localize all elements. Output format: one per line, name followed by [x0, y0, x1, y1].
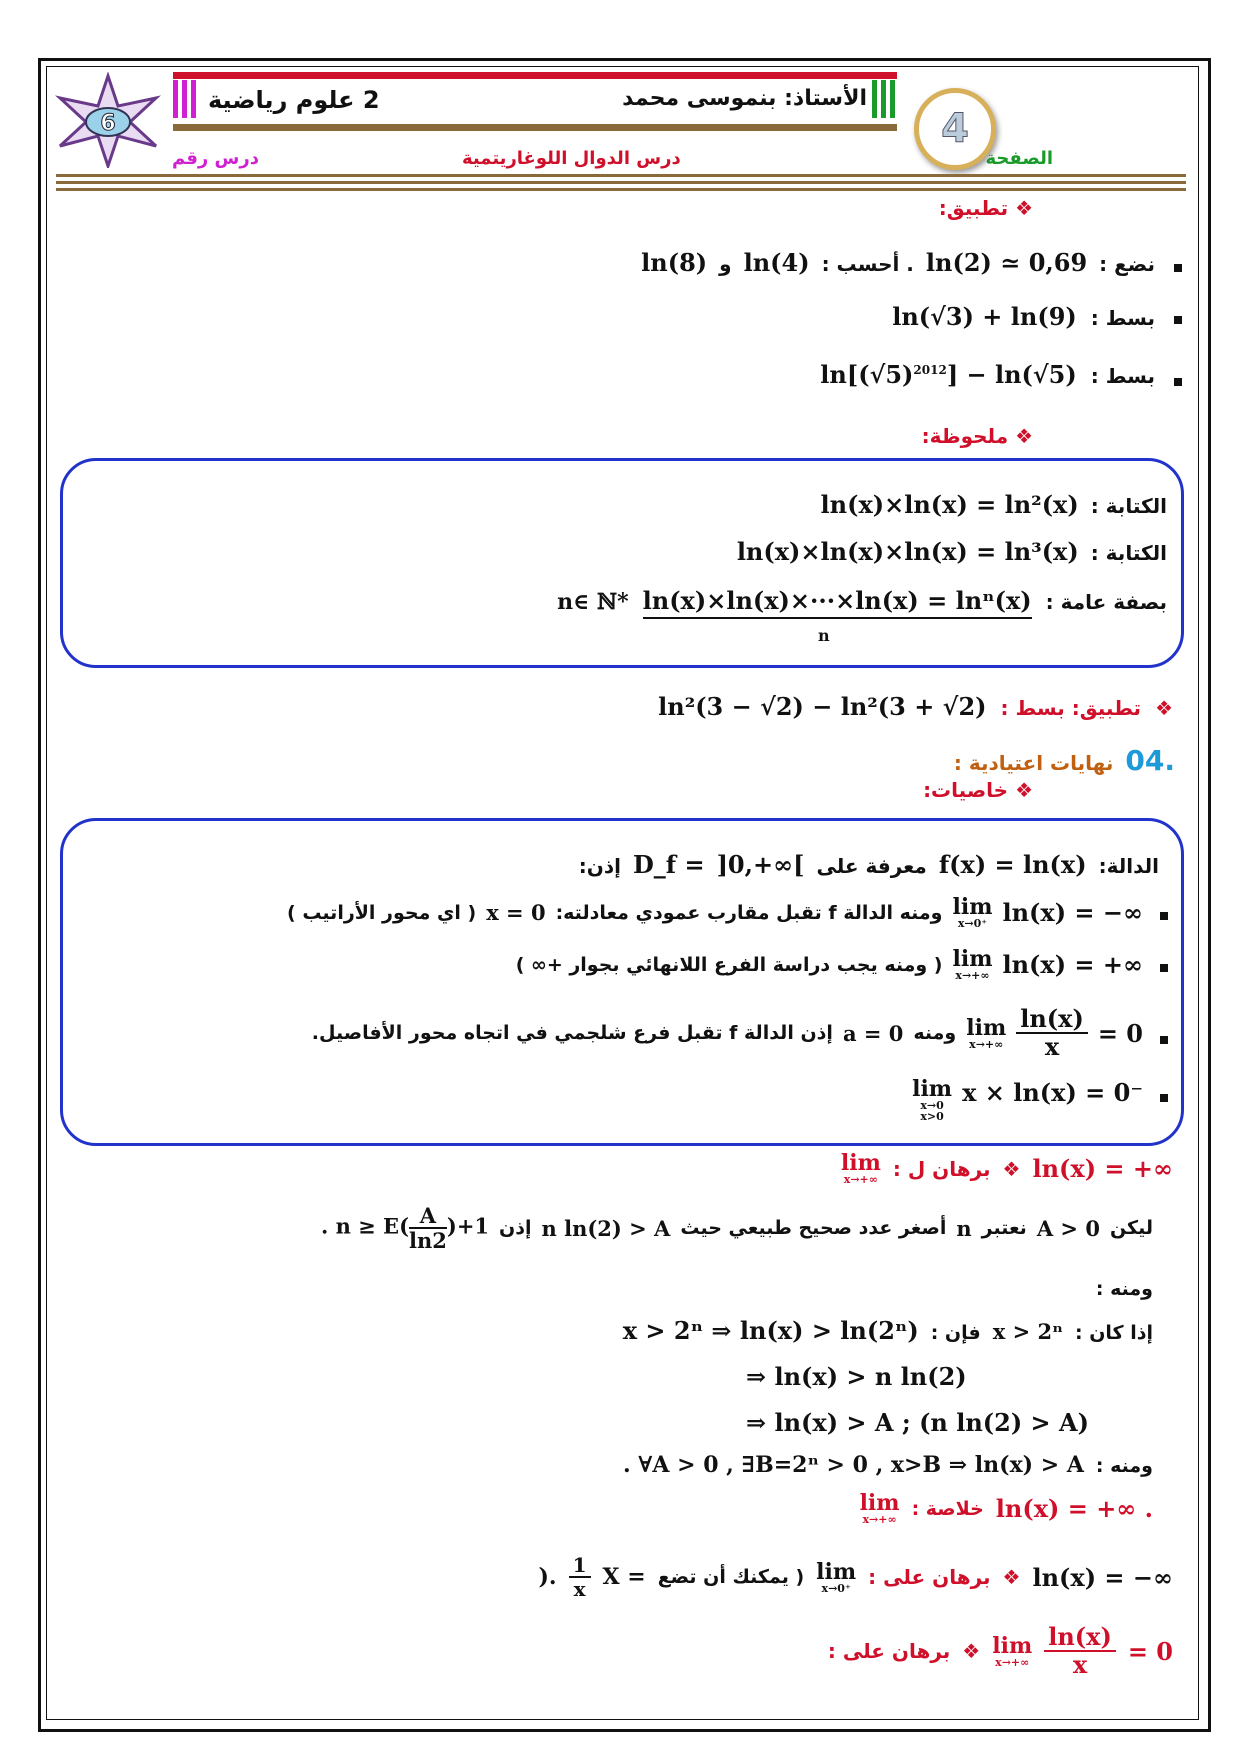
proof1-line-1	[321, 1204, 1153, 1252]
props-row-0	[579, 850, 1159, 879]
section-header	[954, 744, 1175, 777]
props-p0-math3: D_f =	[632, 850, 705, 879]
note-r3-math: ln(x)×ln(x)×···×ln(x) = lnⁿ(x)	[643, 586, 1032, 619]
props-p0-ar3: إذن:	[578, 854, 621, 878]
bullet-icon	[1160, 1036, 1168, 1044]
app1-l1-math2: ln(4)	[743, 248, 810, 277]
app1-l3-exp: 2012	[913, 363, 947, 377]
header-brown-band	[173, 124, 897, 131]
proof2-hint-frac: $\frac{1}{x}$	[569, 1554, 591, 1600]
proof2-math: ln(x) = −∞	[1032, 1562, 1173, 1592]
props-p1-math2: x = 0	[486, 900, 546, 925]
proof2-frac2: $\frac{\ln(x)}{x}$	[1044, 1624, 1116, 1679]
header-red-band	[173, 72, 897, 79]
note-title-row	[922, 424, 1033, 448]
props-p3-lim: lim x→+∞	[966, 1014, 1007, 1051]
note-r3-under: n	[818, 626, 830, 645]
proof1-l4: ⇒ ln(x) > n ln(2)	[746, 1362, 967, 1391]
proof2-hint-m: X =	[602, 1564, 646, 1590]
props-p3-ar2: إذن الدالة f تقبل فرع شلجمي في اتجاه محور الأفاصيل.	[311, 1022, 833, 1045]
props-p3-eq: = 0	[1097, 1018, 1143, 1048]
proof1-line-6	[623, 1452, 1153, 1478]
logo-number: 6	[100, 111, 116, 136]
app1-l1-and: و	[719, 252, 732, 276]
props-row-2	[516, 948, 1143, 981]
props-row-4	[912, 1078, 1143, 1122]
bullet-icon	[1174, 378, 1182, 386]
note-r3-cond: n∈ ℕ*	[557, 589, 629, 615]
bullet-icon	[1174, 264, 1182, 272]
proof1-math: ln(x) = +∞	[1032, 1154, 1173, 1183]
note-r1-math: ln(x)×ln(x) = ln²(x)	[820, 490, 1079, 519]
proof1-l1-ar: ليكن	[1109, 1217, 1153, 1240]
header-rule-1	[56, 174, 1186, 177]
level-label: 2 علوم رياضية	[208, 86, 380, 114]
proof1-l1-m4: . n ≥ E( $\frac{A}{\ln 2}$ )+1	[320, 1203, 490, 1254]
props-p1-ar2: ( اي محور الأراتيب )	[287, 901, 477, 924]
note-r1-ar: الكتابة :	[1090, 494, 1167, 518]
proof2-title2: برهان على :	[827, 1639, 951, 1664]
section-title: نهايات اعتيادية :	[953, 751, 1114, 775]
star-logo	[52, 72, 164, 168]
diamond-bullet-icon: ❖	[962, 1639, 981, 1664]
diamond-bullet-icon: ❖	[1015, 424, 1033, 448]
props-p4-math: x × ln(x) = 0⁻	[962, 1078, 1143, 1107]
props-row-1	[287, 896, 1143, 929]
props-p0-math2: ]0,+∞[	[716, 850, 805, 879]
note-row-3	[557, 586, 1167, 619]
proof1-line-3	[623, 1316, 1153, 1345]
app1-title: تطبيق:	[938, 196, 1009, 220]
proof1-l6-ar: ومنه :	[1095, 1455, 1153, 1477]
proof2-row-2	[828, 1624, 1173, 1679]
bullet-icon	[1160, 912, 1168, 920]
header-rule-2	[56, 181, 1186, 184]
app2-math: ln²(3 − √2) − ln²(3 + √2)	[658, 692, 987, 721]
green-bars-icon	[872, 80, 896, 118]
app1-l1-math: ln(2) ≃ 0,69	[925, 248, 1088, 277]
proof1-l1-frac: $\frac{A}{\ln 2}$	[409, 1203, 447, 1254]
lesson-title: درس الدوال اللوغاريتمية	[462, 148, 681, 169]
props-p0-ar1: الدالة:	[1098, 854, 1159, 878]
proof1-concl-lim: lim x→+∞	[859, 1490, 900, 1526]
proof2-lim2: lim x→+∞	[992, 1632, 1033, 1669]
props-p2-lim: lim x→+∞	[952, 946, 993, 982]
note-r3-ar: بصفة عامة :	[1045, 590, 1167, 614]
note-row-2	[737, 537, 1167, 566]
app1-l1-ar2: . أحسب :	[821, 252, 914, 276]
proof1-l1-m2: n	[956, 1215, 972, 1241]
props-p2-ar: ( ومنه يجب دراسة الفرع اللانهائي بجوار +∞ )	[515, 953, 943, 976]
props-p3-math2: a = 0	[842, 1020, 904, 1046]
proof1-title: برهان ل :	[892, 1156, 991, 1181]
section-number: 04.	[1125, 744, 1175, 777]
note-r2-ar: الكتابة :	[1090, 541, 1167, 565]
props-p0-math1: f(x) = ln(x)	[938, 850, 1087, 879]
proof1-l1-ar2: نعتبر	[981, 1217, 1027, 1240]
lesson-number-label: درس رقم	[172, 148, 259, 169]
proof1-l3-ar: إذا كان :	[1074, 1322, 1153, 1344]
diamond-bullet-icon: ❖	[1155, 696, 1173, 720]
proof2-row-1	[539, 1554, 1173, 1600]
props-title-row	[923, 778, 1033, 802]
props-p0-ar2: معرفة على	[816, 854, 927, 878]
proof1-l1-m3: n ln(2) > A	[541, 1215, 671, 1241]
proof1-concl-ar: خلاصة :	[911, 1497, 984, 1520]
diamond-bullet-icon: ❖	[1002, 1156, 1021, 1181]
proof1-lim: lim x→+∞	[840, 1150, 881, 1186]
proof2-title: برهان على :	[868, 1565, 991, 1589]
proof1-l5: ⇒ ln(x) > A ; (n ln(2) > A)	[746, 1408, 1089, 1437]
proof2-lim: lim x→0⁺	[816, 1558, 857, 1595]
app1-l2-ar: بسط :	[1090, 306, 1155, 330]
diamond-bullet-icon: ❖	[1002, 1565, 1021, 1589]
props-p1-ar: ومنه الدالة f تقبل مقارب عمودي معادلته:	[555, 901, 943, 924]
app1-l1-ar: نضع :	[1099, 252, 1155, 276]
app1-l1-math3: ln(8)	[641, 248, 708, 277]
magenta-bars-icon	[173, 80, 197, 118]
page-label: الصفحة	[985, 148, 1053, 169]
app1-l2-math: ln(√3) + ln(9)	[892, 302, 1077, 331]
props-title: خاصيات:	[923, 778, 1009, 802]
app1-line-3	[820, 360, 1155, 389]
props-p1-math: ln(x) = −∞	[1002, 898, 1143, 927]
app2-title: تطبيق: بسط :	[1000, 696, 1142, 720]
proof2-hint-close: ).	[538, 1564, 557, 1590]
proof1-l3-m2: x > 2ⁿ ⇒ ln(x) > ln(2ⁿ)	[622, 1316, 919, 1345]
props-p3-ar: ومنه	[913, 1022, 957, 1045]
proof1-l2-ar: ومنه :	[1095, 1278, 1153, 1300]
bullet-icon	[1160, 964, 1168, 972]
note-row-1	[821, 490, 1167, 519]
proof1-l1-ar3: أصغر عدد صحيح طبيعي حيث	[680, 1217, 947, 1240]
page-number-badge	[914, 88, 996, 170]
bullet-icon	[1160, 1094, 1168, 1102]
proof1-title-row	[841, 1152, 1173, 1185]
note-title: ملحوظة:	[921, 424, 1009, 448]
teacher-name: الأستاذ: بنموسى محمد	[622, 86, 867, 111]
bullet-icon	[1174, 316, 1182, 324]
props-p3-frac: $\frac{\ln(x)}{x}$	[1016, 1006, 1088, 1061]
proof1-conclusion	[860, 1492, 1153, 1525]
app1-l3-math: $\ln[(√5)^{2012}] - \ln(√5)$	[820, 360, 1077, 389]
app1-l3-ar: بسط :	[1090, 364, 1155, 388]
proof1-l3-ar2: فإن :	[930, 1322, 981, 1344]
proof1-l3-m1: x > 2ⁿ	[992, 1319, 1063, 1344]
props-p4-lim: lim x→0 x>0	[912, 1076, 953, 1123]
proof1-l6-m: . ∀A > 0 , ∃B=2ⁿ > 0 , x>B ⇒ ln(x) > A	[622, 1452, 1084, 1478]
proof1-concl-m: ln(x) = +∞ .	[995, 1494, 1153, 1523]
page-number: 4	[941, 106, 969, 152]
app2-row	[658, 692, 1173, 721]
proof1-l1-m1: A > 0	[1036, 1215, 1100, 1241]
proof1-l1-ar4: إذن	[499, 1217, 532, 1240]
props-row-3	[312, 1006, 1143, 1061]
app1-title-row	[939, 196, 1033, 220]
diamond-bullet-icon: ❖	[1015, 196, 1033, 220]
header-rule-3	[56, 188, 1186, 191]
props-p1-lim: lim x→0⁺	[952, 894, 993, 930]
app1-line-2	[892, 302, 1155, 331]
proof2-eq2: = 0	[1127, 1636, 1173, 1666]
diamond-bullet-icon: ❖	[1015, 778, 1033, 802]
app1-line-1	[641, 248, 1155, 277]
proof2-hint-ar: ( يمكنك أن تضع	[657, 1566, 805, 1588]
props-p2-math: ln(x) = +∞	[1002, 950, 1143, 979]
note-r2-math: ln(x)×ln(x)×ln(x) = ln³(x)	[736, 537, 1079, 566]
